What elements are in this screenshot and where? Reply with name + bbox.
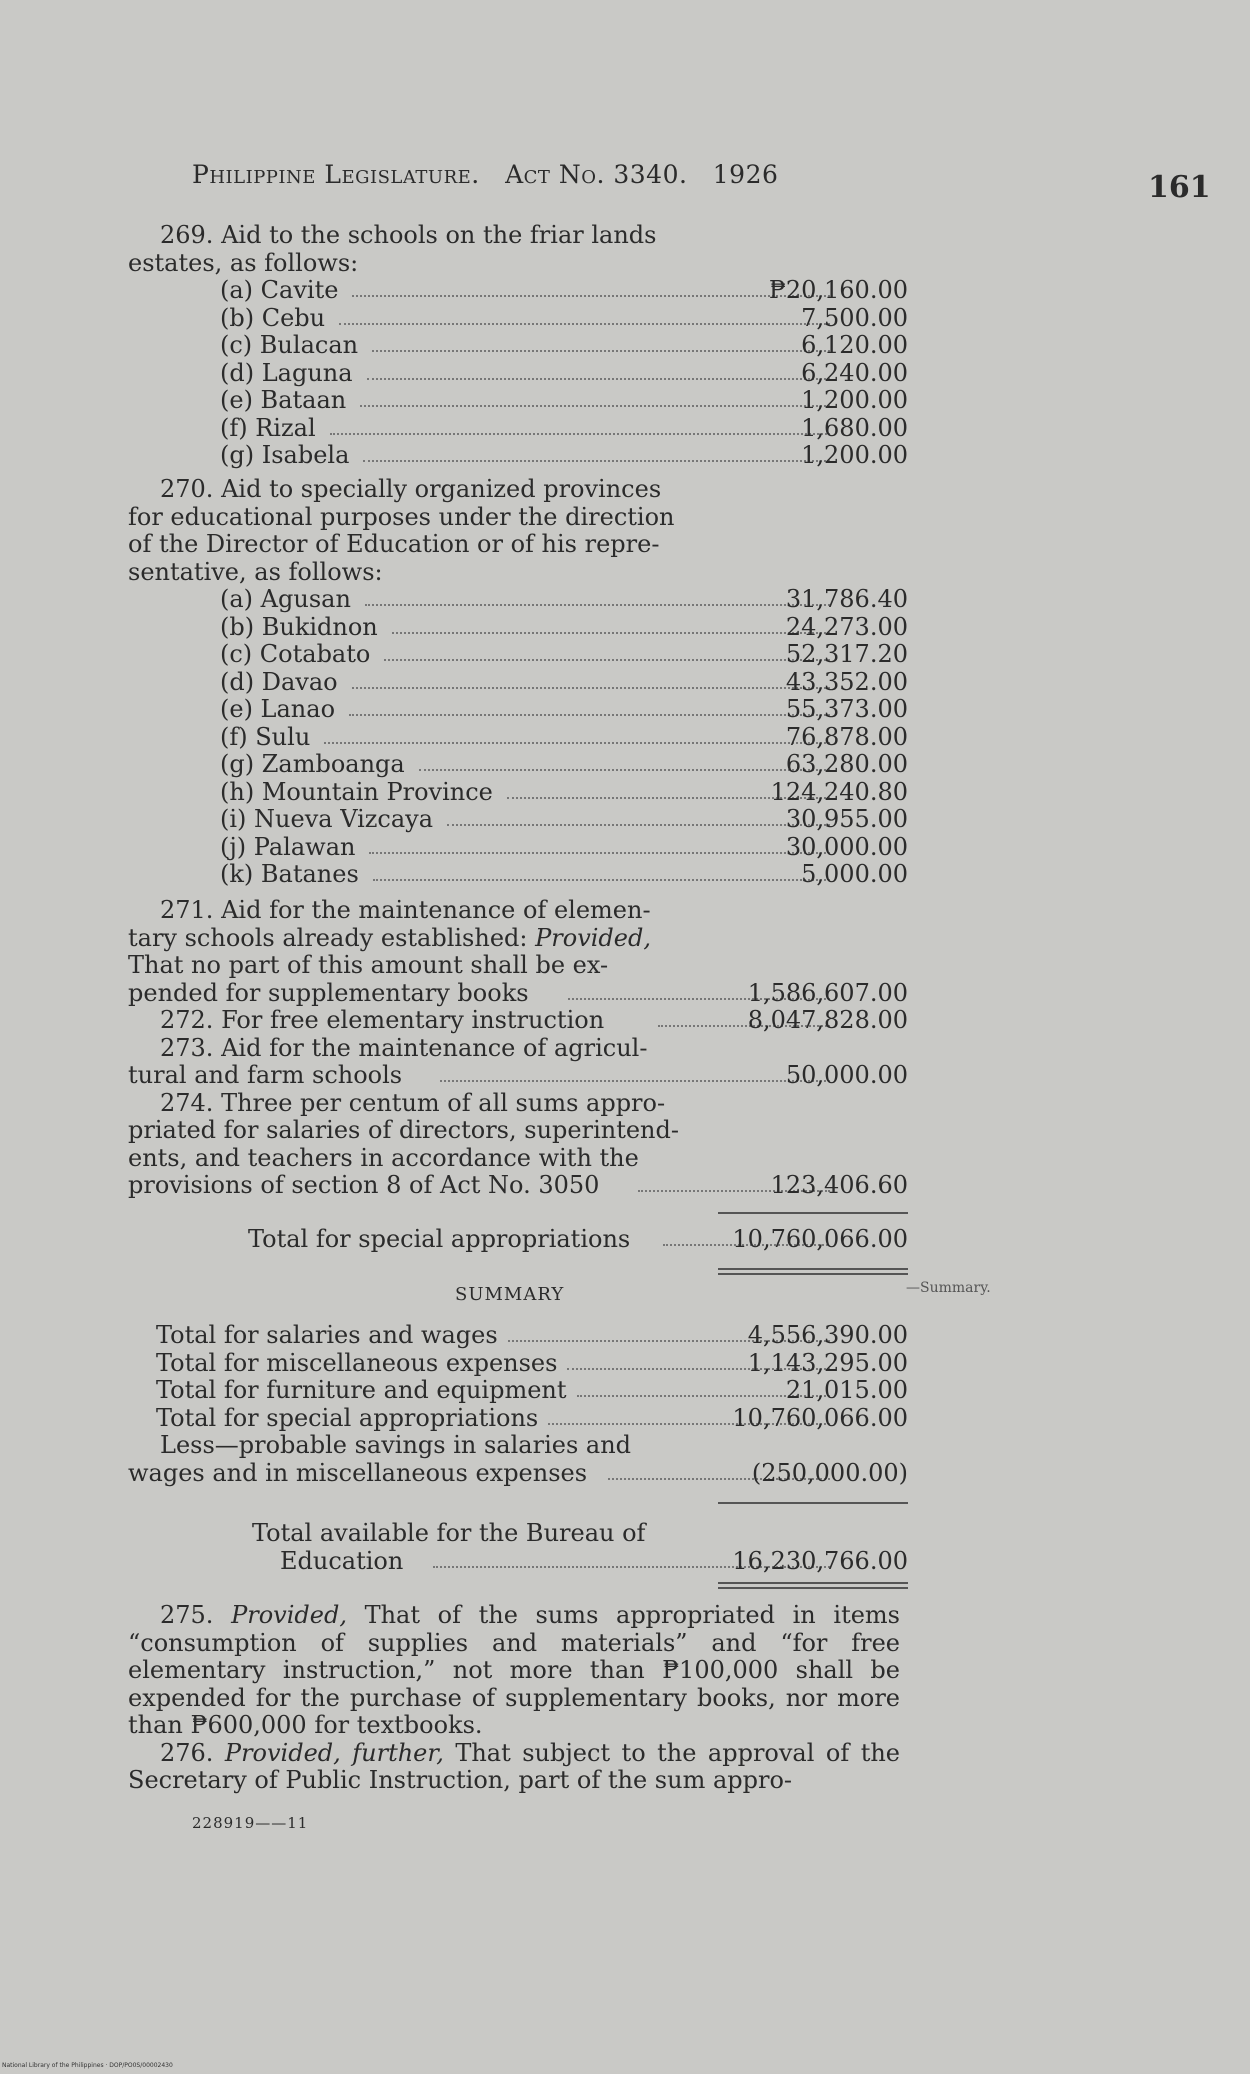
summary <box>128 1322 908 1487</box>
item-276: 276. Provided, further, That subject to the approval of the Secretary of Public Instruction, part of the sum appro- <box>128 1738 900 1794</box>
item-272-label: 272. For free elementary instruction <box>160 1006 605 1034</box>
summary-amount: 4,556,390.00 <box>747 1321 908 1349</box>
double-rule-top <box>718 1268 908 1270</box>
items-271-274 <box>128 897 908 1200</box>
friar-lands-row <box>128 415 908 443</box>
province-row <box>128 724 908 752</box>
leader-dots <box>369 852 830 854</box>
friar-lands-amount: 1,200.00 <box>801 441 908 469</box>
province-row <box>128 641 908 669</box>
item-271-line: pended for supplementary books <box>128 978 529 1007</box>
leader-dots <box>349 714 830 716</box>
friar-lands-amount: 7,500.00 <box>801 303 908 332</box>
rule <box>718 1212 908 1214</box>
summary-row <box>128 1377 908 1405</box>
leader-dots <box>392 632 830 634</box>
friar-lands-label: (c) Bulacan <box>220 331 359 359</box>
province-row <box>128 806 908 834</box>
province-label: (g) Zamboanga <box>220 750 405 778</box>
scan-footer: National Library of the Philippines · DOP/PO0S/00002430 <box>2 2062 173 2069</box>
item-273-line: tural and farm schools <box>128 1061 403 1089</box>
friar-lands-amount: 1,680.00 <box>801 413 908 442</box>
leader-dots <box>447 824 830 826</box>
province-label: (i) Nueva Vizcaya <box>220 805 434 833</box>
leader-dots <box>419 769 830 771</box>
province-amount: 124,240.80 <box>770 777 908 806</box>
friar-lands-amount: ₱20,160.00 <box>768 276 908 304</box>
grand-total-line: Education <box>280 1546 404 1575</box>
page-number: 161 <box>1148 170 1211 205</box>
summary-amount: 21,015.00 <box>785 1376 908 1404</box>
friar-lands-row <box>128 277 908 305</box>
item-270-line: of the Director of Education or of his repre- <box>128 530 660 558</box>
item-274-line: ents, and teachers in accordance with the <box>128 1143 639 1172</box>
item-271-line: 271. Aid for the maintenance of elemen- <box>160 896 651 924</box>
province-row <box>128 586 908 614</box>
running-header <box>192 160 842 189</box>
grand-total <box>128 1502 908 1575</box>
header-year: 1926 <box>712 160 779 189</box>
item-270-line: 270. Aid to specially organized provinces <box>160 475 662 503</box>
friar-lands-row <box>128 305 908 333</box>
summary-label: Total for miscellaneous expenses <box>156 1348 558 1377</box>
leader-dots <box>363 460 830 462</box>
province-label: (e) Lanao <box>220 695 336 723</box>
summary-less-amount: (250,000.00) <box>751 1458 908 1487</box>
province-row <box>128 669 908 697</box>
leader-dots <box>324 742 830 744</box>
item-269 <box>128 222 908 470</box>
province-amount: 43,352.00 <box>785 667 908 696</box>
item-274-amount: 123,406.60 <box>770 1171 908 1199</box>
summary-row <box>128 1405 908 1433</box>
rule <box>718 1502 908 1504</box>
summary-row <box>128 1350 908 1378</box>
double-rule-bottom <box>718 1273 908 1275</box>
friar-lands-label: (b) Cebu <box>220 303 326 332</box>
summary-less-line: wages and in miscellaneous expenses <box>128 1458 588 1487</box>
leader-dots <box>367 378 830 380</box>
double-rule-top <box>718 1582 908 1584</box>
friar-lands-label: (f) Rizal <box>220 413 316 442</box>
summary-amount: 1,143,295.00 <box>747 1348 908 1377</box>
friar-lands-row <box>128 442 908 470</box>
header-act: Act No. 3340. <box>505 160 688 189</box>
province-amount: 30,000.00 <box>785 832 908 861</box>
province-label: (c) Cotabato <box>220 640 371 668</box>
province-label: (h) Mountain Province <box>220 777 493 806</box>
item-271-line: That no part of this amount shall be ex- <box>128 951 609 979</box>
province-label: (a) Agusan <box>220 585 351 613</box>
province-row <box>128 696 908 724</box>
item-275: 275. Provided, That of the sums appropriated in items “consumption of supplies and materials” and “for free elementary instruction,” not more than ₱100,000 shall be expended for the purchase of supplementary books, nor more than ₱600,000 for textbooks. <box>128 1601 900 1739</box>
item-273-line: 273. Aid for the maintenance of agricul- <box>160 1033 648 1062</box>
province-amount: 24,273.00 <box>785 612 908 641</box>
leader-dots <box>384 659 830 661</box>
leader-dots <box>352 687 830 689</box>
item-274-line: priated for salaries of directors, superintend- <box>128 1116 679 1144</box>
special-total <box>128 1212 908 1253</box>
summary-amount: 10,760,066.00 <box>732 1403 908 1432</box>
item-270 <box>128 476 908 889</box>
summary-row <box>128 1322 908 1350</box>
friar-lands-row <box>128 360 908 388</box>
summary-heading: SUMMARY <box>455 1284 565 1305</box>
leader-dots <box>330 433 830 435</box>
leader-dots <box>339 323 830 325</box>
province-amount: 31,786.40 <box>785 585 908 613</box>
province-amount: 30,955.00 <box>785 805 908 833</box>
province-label: (j) Palawan <box>220 832 356 861</box>
item-273-amount: 50,000.00 <box>785 1061 908 1089</box>
summary-label: Total for salaries and wages <box>156 1321 498 1349</box>
double-rule-bottom <box>718 1587 908 1589</box>
item-270-line: sentative, as follows: <box>128 557 383 586</box>
summary-label: Total for furniture and equipment <box>156 1376 567 1404</box>
friar-lands-amount: 1,200.00 <box>801 386 908 414</box>
province-amount: 76,878.00 <box>785 722 908 751</box>
province-label: (d) Davao <box>220 667 338 696</box>
item-274-line: 274. Three per centum of all sums appro- <box>160 1088 666 1117</box>
friar-lands-amount: 6,120.00 <box>801 331 908 359</box>
province-amount: 63,280.00 <box>785 750 908 778</box>
province-row <box>128 614 908 642</box>
special-total-amount: 10,760,066.00 <box>732 1225 908 1253</box>
friar-lands-row <box>128 387 908 415</box>
grand-total-line: Total available for the Bureau of <box>252 1519 646 1547</box>
header-legislature: Philippine Legislature. <box>192 160 480 189</box>
item-269-intro-cont: estates, as follows: <box>128 248 359 277</box>
item-274-line: provisions of section 8 of Act No. 3050 <box>128 1171 600 1199</box>
province-amount: 5,000.00 <box>801 860 908 888</box>
item-271-line: tary schools already established: Provided, <box>128 923 651 952</box>
leader-dots <box>372 350 830 352</box>
margin-note: —Summary. <box>906 1280 991 1296</box>
signature-mark: 228919——11 <box>192 1814 309 1832</box>
province-row <box>128 779 908 807</box>
province-row <box>128 861 908 889</box>
province-row <box>128 834 908 862</box>
province-label: (b) Bukidnon <box>220 612 378 641</box>
friar-lands-label: (g) Isabela <box>220 441 350 469</box>
friar-lands-label: (a) Cavite <box>220 276 339 304</box>
provisos <box>128 1602 900 1795</box>
friar-lands-amount: 6,240.00 <box>801 358 908 387</box>
province-label: (k) Batanes <box>220 860 359 888</box>
friar-lands-label: (d) Laguna <box>220 358 353 387</box>
friar-lands-row <box>128 332 908 360</box>
province-label: (f) Sulu <box>220 722 311 751</box>
leader-dots <box>360 405 830 407</box>
province-amount: 55,373.00 <box>785 695 908 723</box>
item-271-amount: 1,586,607.00 <box>747 978 908 1007</box>
item-269-intro: 269. Aid to the schools on the friar lands <box>160 221 657 249</box>
leader-dots <box>352 295 830 297</box>
summary-less-line: Less—probable savings in salaries and <box>160 1431 632 1459</box>
item-272-amount: 8,047,828.00 <box>747 1006 908 1034</box>
friar-lands-label: (e) Bataan <box>220 386 347 414</box>
province-row <box>128 751 908 779</box>
province-amount: 52,317.20 <box>785 640 908 668</box>
summary-label: Total for special appropriations <box>156 1403 539 1432</box>
leader-dots <box>365 604 830 606</box>
leader-dots <box>373 879 830 881</box>
special-total-label: Total for special appropriations <box>248 1225 631 1253</box>
grand-total-amount: 16,230,766.00 <box>732 1546 908 1575</box>
item-270-line: for educational purposes under the direction <box>128 502 675 531</box>
